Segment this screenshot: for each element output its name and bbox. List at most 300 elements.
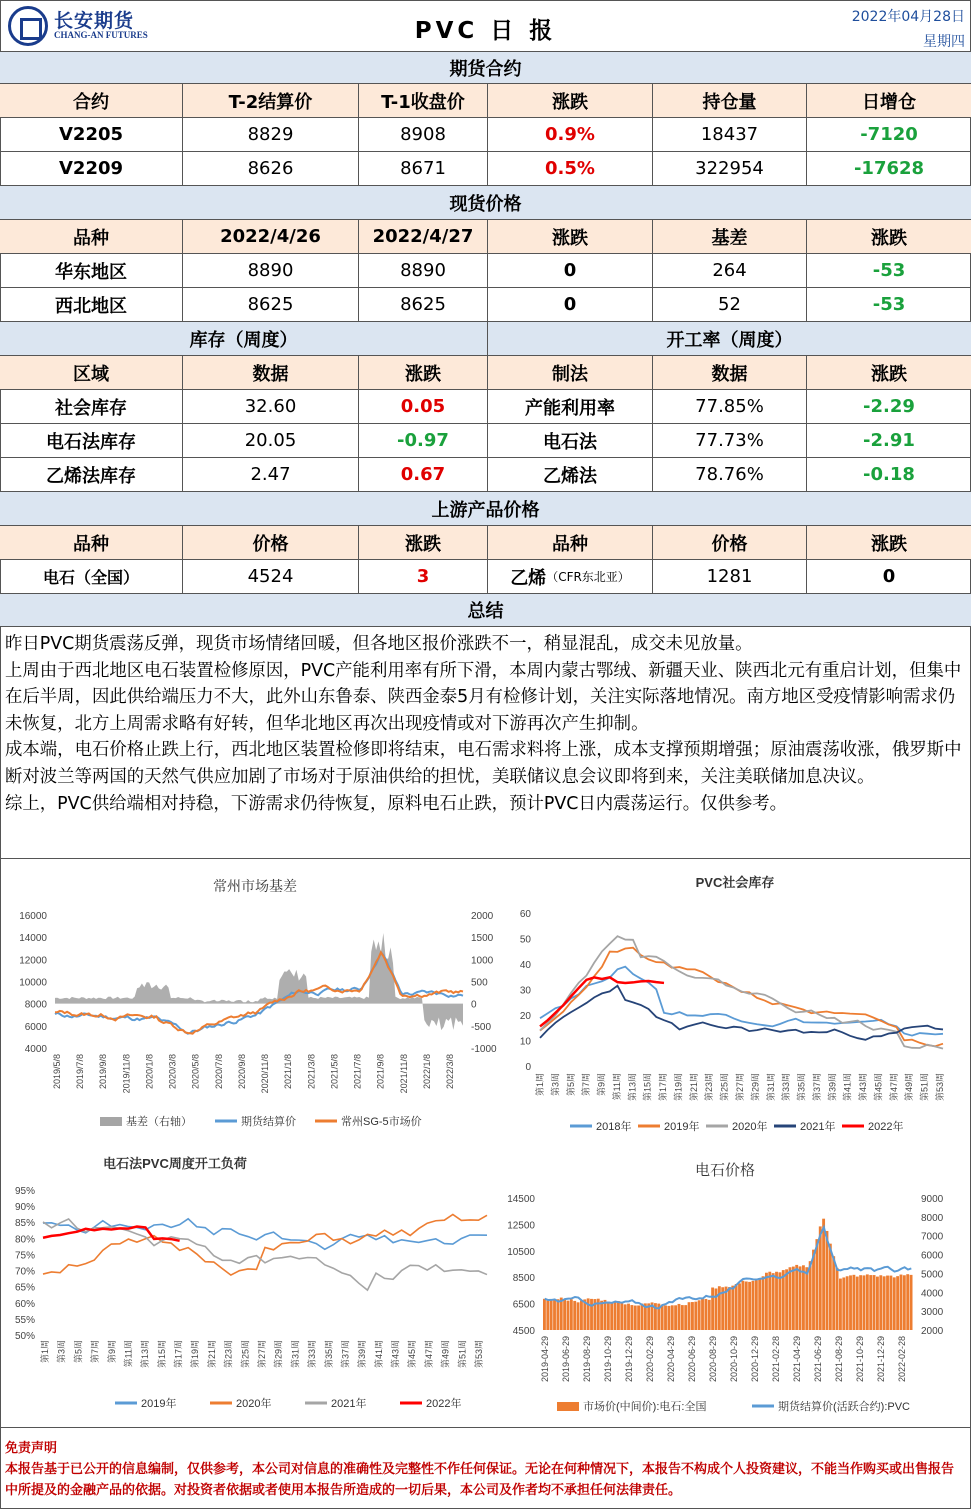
y-tick-label: 80% bbox=[14, 1234, 35, 1246]
y-tick-label: 16000 bbox=[19, 911, 47, 922]
carbide-bar bbox=[819, 1226, 822, 1330]
x-tick-label: 第31周 bbox=[290, 1340, 301, 1369]
carbide-bar bbox=[836, 1268, 839, 1330]
carbide-bar bbox=[590, 1299, 593, 1330]
carbide-bar bbox=[607, 1302, 610, 1330]
legend-label: 市场价(中间价):电石:全国 bbox=[583, 1401, 707, 1413]
x-tick-label: 2021-04-29 bbox=[792, 1336, 802, 1383]
carbide-bar bbox=[694, 1302, 697, 1330]
y-tick-label: 20 bbox=[519, 1011, 531, 1022]
x-tick-label: 第37周 bbox=[811, 1073, 822, 1102]
y-tick-label: 4000 bbox=[921, 1288, 944, 1300]
x-tick-label: 2021-08-29 bbox=[834, 1336, 844, 1383]
x-tick-label: 第47周 bbox=[888, 1073, 899, 1102]
y-tick-label: 50% bbox=[14, 1331, 35, 1342]
x-tick-label: 2020/3/8 bbox=[167, 1054, 178, 1090]
carbide-bar bbox=[731, 1286, 734, 1330]
carbide-bar bbox=[563, 1299, 566, 1330]
carbide-bar bbox=[826, 1231, 829, 1330]
basis-area bbox=[55, 933, 463, 1030]
spot-row bbox=[0, 254, 971, 288]
carbide-bar bbox=[688, 1302, 691, 1330]
x-tick-label: 第29周 bbox=[750, 1073, 761, 1102]
operating-col: 涨跌 bbox=[807, 356, 971, 390]
legend-label: 2019年 bbox=[664, 1121, 700, 1133]
x-tick-label: 2021-12-29 bbox=[876, 1336, 886, 1383]
inv-op-row bbox=[0, 390, 971, 424]
futures-col-oi-change: 日增仓 bbox=[807, 84, 971, 118]
futures-cell: 0.9% bbox=[488, 118, 653, 152]
y-tick-label: 2000 bbox=[471, 911, 494, 922]
futures-row bbox=[0, 152, 971, 186]
y-tick-label: 50 bbox=[519, 934, 531, 946]
carbide-bar bbox=[852, 1275, 855, 1330]
x-tick-label: 第23周 bbox=[704, 1073, 715, 1102]
x-tick-label: 2020/7/8 bbox=[213, 1054, 224, 1090]
futures-cell: 8671 bbox=[359, 152, 488, 186]
carbide-bar bbox=[715, 1288, 718, 1330]
inventory-cell: 电石法库存 bbox=[0, 424, 183, 458]
inventory-line-2021年 bbox=[540, 986, 943, 1040]
futures-col-contract: 合约 bbox=[0, 84, 183, 118]
x-tick-label: 2022/1/8 bbox=[421, 1054, 432, 1090]
logo-en: CHANG-AN FUTURES bbox=[54, 30, 148, 40]
inventory-cell: 0.05 bbox=[359, 390, 488, 424]
legend-label: 期货结算价 bbox=[241, 1116, 296, 1128]
carbide-bar bbox=[809, 1261, 812, 1330]
y-tick-label: 4500 bbox=[512, 1326, 535, 1337]
x-tick-label: 第43周 bbox=[390, 1340, 401, 1369]
futures-cell: -7120 bbox=[807, 118, 971, 152]
inventory-cell: 2.47 bbox=[183, 458, 359, 492]
futures-cell: 322954 bbox=[653, 152, 807, 186]
operating-cell: 78.76% bbox=[653, 458, 807, 492]
carbide-bar bbox=[550, 1299, 553, 1330]
spot-row bbox=[0, 288, 971, 322]
x-tick-label: 2021-06-29 bbox=[813, 1336, 823, 1383]
x-tick-label: 第1周 bbox=[40, 1340, 50, 1364]
chart-title: 电石价格 bbox=[694, 1162, 756, 1179]
carbide-bar bbox=[627, 1304, 630, 1330]
spot-cell: 8625 bbox=[359, 288, 488, 322]
carbide-bar bbox=[900, 1275, 903, 1330]
carbide-bar bbox=[745, 1281, 748, 1330]
carbide-bar bbox=[775, 1272, 778, 1330]
futures-cell: -17628 bbox=[807, 152, 971, 186]
basis-chart bbox=[5, 868, 497, 1133]
carbide-bar bbox=[802, 1265, 805, 1330]
spot-col: 涨跌 bbox=[807, 220, 971, 254]
summary-paragraph: 成本端，电石价格止跌上行，西北地区装置检修即将结束，电石需求料将上涨，成本支撑预期增强；原油震荡收涨，俄罗斯中断对波兰等两国的天然气供应加剧了市场对于原油供给的担忧，美联储议息会议即将到来，关注美联储加息决议。 bbox=[5, 740, 962, 787]
y-tick-label: 1000 bbox=[471, 955, 494, 967]
operating-line-2022 bbox=[43, 1227, 180, 1241]
futures-cell: 8908 bbox=[359, 118, 488, 152]
x-tick-label: 第15周 bbox=[642, 1073, 653, 1102]
inventory-col: 涨跌 bbox=[359, 356, 488, 390]
x-tick-label: 第11周 bbox=[123, 1340, 134, 1368]
x-tick-label: 2020-12-29 bbox=[750, 1336, 760, 1383]
carbide-bar bbox=[866, 1274, 869, 1330]
carbide-bar bbox=[772, 1273, 775, 1330]
carbide-bar bbox=[614, 1302, 617, 1330]
inv-op-row bbox=[0, 424, 971, 458]
futures-row bbox=[0, 118, 971, 152]
carbide-bar bbox=[624, 1304, 627, 1330]
carbide-bar bbox=[842, 1277, 845, 1330]
x-tick-label: 第25周 bbox=[719, 1073, 730, 1102]
operating-cell: 77.85% bbox=[653, 390, 807, 424]
operating-cell: 77.73% bbox=[653, 424, 807, 458]
upstream-cell bbox=[488, 560, 653, 594]
upstream-cell: 0 bbox=[807, 560, 971, 594]
x-tick-label: 第19周 bbox=[673, 1073, 684, 1102]
x-tick-label: 第1周 bbox=[535, 1073, 545, 1097]
x-tick-label: 第19周 bbox=[190, 1340, 201, 1369]
legend-label: 期货结算价(活跃合约):PVC bbox=[778, 1401, 910, 1413]
carbide-bar bbox=[671, 1305, 674, 1330]
x-tick-label: 第41周 bbox=[373, 1340, 384, 1369]
carbide-bar bbox=[883, 1276, 886, 1330]
upstream-col: 价格 bbox=[653, 526, 807, 560]
x-tick-label: 2019/7/8 bbox=[75, 1054, 86, 1090]
carbide-bar bbox=[553, 1300, 556, 1330]
x-tick-label: 2019-12-29 bbox=[624, 1336, 634, 1383]
carbide-bar bbox=[698, 1300, 701, 1330]
operating-cell: -2.29 bbox=[807, 390, 971, 424]
x-tick-label: 第25周 bbox=[240, 1340, 251, 1369]
carbide-bar bbox=[849, 1275, 852, 1330]
y-tick-label: 6000 bbox=[24, 1021, 47, 1033]
y-tick-label: 10 bbox=[519, 1036, 531, 1048]
carbide-bar bbox=[856, 1277, 859, 1330]
x-tick-label: 第33周 bbox=[307, 1340, 318, 1369]
y-tick-label: 70% bbox=[14, 1266, 35, 1278]
y-tick-label: 40 bbox=[519, 960, 531, 971]
inventory-section-title: 库存（周度） bbox=[0, 322, 488, 356]
carbide-bar bbox=[573, 1301, 576, 1330]
x-tick-label: 第15周 bbox=[156, 1340, 167, 1369]
legend-label: 2018年 bbox=[596, 1121, 632, 1133]
x-tick-label: 第9周 bbox=[106, 1340, 117, 1364]
carbide-bar bbox=[543, 1299, 546, 1330]
y-tick-label: 0 bbox=[525, 1062, 531, 1073]
summary-paragraph: 上周由于西北地区电石装置检修原因，PVC产能利用率有所下滑，本周内蒙古鄂绒、新疆天业、陕西北元有重启计划，但集中在后半周，因此供给端压力不大，此外山东鲁泰、陕西金泰5月有检修计划，关注实际落地情况。南方地区受疫情影响需求仍未恢复，北方上周需求略有好转，但华北地区再次出现疫情或对下游再次产生抑制。 bbox=[5, 660, 962, 734]
legend-label: 2021年 bbox=[331, 1398, 367, 1410]
y-tick-label: 12000 bbox=[19, 955, 47, 967]
futures-col-close: T-1收盘价 bbox=[359, 84, 488, 118]
chart-title: 电石法PVC周度开工负荷 bbox=[103, 1156, 247, 1171]
x-tick-label: 第53周 bbox=[474, 1340, 484, 1369]
y-tick-label: 3000 bbox=[921, 1307, 944, 1319]
operating-col: 制法 bbox=[488, 356, 653, 390]
inventory-col: 数据 bbox=[183, 356, 359, 390]
summary-text bbox=[0, 627, 971, 859]
x-tick-label: 2020-08-29 bbox=[708, 1336, 718, 1383]
futures-col-oi: 持仓量 bbox=[653, 84, 807, 118]
report-weekday: 星期四 bbox=[923, 34, 965, 50]
operating-cell: 乙烯法 bbox=[488, 458, 653, 492]
y-tick-label: 8500 bbox=[512, 1273, 535, 1285]
carbide-bar bbox=[567, 1301, 570, 1330]
logo-cn: 长安期货 bbox=[54, 10, 135, 32]
x-tick-label: 2019-10-29 bbox=[603, 1336, 613, 1383]
y-tick-label: 14500 bbox=[507, 1194, 535, 1205]
x-tick-label: 第7周 bbox=[581, 1073, 592, 1097]
legend-label: 2020年 bbox=[236, 1398, 272, 1410]
carbide-bar bbox=[577, 1302, 580, 1330]
legend-label: 2022年 bbox=[426, 1398, 462, 1410]
x-tick-label: 2020-06-29 bbox=[687, 1336, 697, 1383]
carbide-bar bbox=[748, 1282, 751, 1330]
x-tick-label: 2019/5/8 bbox=[52, 1054, 62, 1090]
x-tick-label: 第49周 bbox=[440, 1340, 451, 1369]
x-tick-label: 第43周 bbox=[858, 1073, 869, 1102]
upstream-cell: 1281 bbox=[653, 560, 807, 594]
y-tick-label: 1500 bbox=[471, 933, 494, 945]
carbide-bar bbox=[741, 1281, 744, 1330]
y-tick-label: 7000 bbox=[921, 1231, 944, 1243]
x-tick-label: 第3周 bbox=[56, 1340, 67, 1364]
legend-label: 2020年 bbox=[732, 1121, 768, 1133]
carbide-bar bbox=[691, 1302, 694, 1330]
spot-cell: 西北地区 bbox=[0, 288, 183, 322]
x-tick-label: 第45周 bbox=[407, 1340, 418, 1369]
operating-cell: 产能利用率 bbox=[488, 390, 653, 424]
futures-price-line bbox=[55, 953, 463, 1034]
y-tick-label: -500 bbox=[471, 1021, 492, 1033]
carbide-bar bbox=[815, 1239, 818, 1330]
legend-label: 常州SG-5市场价 bbox=[341, 1116, 422, 1128]
futures-col-change: 涨跌 bbox=[488, 84, 653, 118]
carbide-bar bbox=[570, 1299, 573, 1330]
spot-cell: -53 bbox=[807, 288, 971, 322]
inv-op-row bbox=[0, 458, 971, 492]
futures-section-title: 期货合约 bbox=[0, 52, 971, 84]
x-tick-label: 2019-06-29 bbox=[561, 1336, 571, 1383]
x-tick-label: 2019/11/8 bbox=[121, 1054, 132, 1094]
legend-label: 2021年 bbox=[800, 1121, 836, 1133]
inventory-cell: -0.97 bbox=[359, 424, 488, 458]
x-tick-label: 2020-10-29 bbox=[729, 1336, 739, 1383]
spot-col: 涨跌 bbox=[488, 220, 653, 254]
y-tick-label: 4000 bbox=[24, 1044, 47, 1055]
upstream-col: 品种 bbox=[0, 526, 183, 560]
carbide-bar bbox=[560, 1298, 563, 1330]
x-tick-label: 第21周 bbox=[206, 1340, 217, 1369]
carbide-bar bbox=[610, 1303, 613, 1330]
upstream-col: 品种 bbox=[488, 526, 653, 560]
x-tick-label: 2021/1/8 bbox=[283, 1054, 294, 1090]
carbide-bar bbox=[889, 1276, 892, 1330]
upstream-section-title: 上游产品价格 bbox=[0, 492, 971, 526]
inventory-col: 区域 bbox=[0, 356, 183, 390]
x-tick-label: 2021/5/8 bbox=[329, 1054, 340, 1090]
x-tick-label: 2020-04-29 bbox=[666, 1336, 676, 1383]
carbide-bar bbox=[701, 1298, 704, 1330]
carbide-bar bbox=[556, 1299, 559, 1330]
spot-cell: 8890 bbox=[359, 254, 488, 288]
x-tick-label: 第13周 bbox=[140, 1340, 151, 1369]
carbide-bar bbox=[859, 1275, 862, 1330]
operating-section-title: 开工率（周度） bbox=[488, 322, 971, 356]
operating-cell: 电石法 bbox=[488, 424, 653, 458]
x-tick-label: 第27周 bbox=[735, 1073, 745, 1102]
carbide-bar bbox=[600, 1301, 603, 1330]
carbide-bar bbox=[755, 1280, 758, 1330]
carbide-bar bbox=[641, 1304, 644, 1330]
x-tick-label: 第51周 bbox=[919, 1073, 930, 1102]
carbide-bar bbox=[684, 1305, 687, 1330]
inventory-chart bbox=[495, 868, 965, 1133]
y-tick-label: 95% bbox=[14, 1186, 35, 1197]
carbide-bar bbox=[879, 1275, 882, 1330]
spot-cell: 0 bbox=[488, 288, 653, 322]
y-tick-label: 12500 bbox=[507, 1220, 535, 1232]
y-tick-label: 2000 bbox=[921, 1326, 944, 1337]
y-tick-label: 6000 bbox=[921, 1250, 944, 1262]
spot-col: 2022/4/26 bbox=[183, 220, 359, 254]
disclaimer-text: 本报告基于已公开的信息编制，仅供参考，本公司对信息的准确性及完整性不作任何保证。无论在何种情况下，本报告不构成个人投资建议，不能当作购买或出售报告中所提及的金融产品的依据。对投资者依据或者使用本报告所造成的一切后果，本公司及作者均不承担任何法律责任。 bbox=[5, 1462, 955, 1498]
summary-paragraph: 综上，PVC供给端相对持稳，下游需求仍待恢复，原料电石止跌，预计PVC日内震荡运行。仅供参考。 bbox=[5, 793, 788, 814]
y-tick-label: 60 bbox=[519, 909, 531, 920]
upstream-col: 涨跌 bbox=[807, 526, 971, 560]
carbide-bar bbox=[758, 1278, 761, 1330]
x-tick-label: 第23周 bbox=[223, 1340, 234, 1369]
y-tick-label: 500 bbox=[471, 977, 488, 989]
carbide-bar bbox=[896, 1276, 899, 1330]
carbide-bar bbox=[876, 1277, 879, 1330]
futures-cell: 18437 bbox=[653, 118, 807, 152]
y-tick-label: -1000 bbox=[471, 1044, 497, 1055]
legend-label: 2019年 bbox=[141, 1398, 177, 1410]
upstream-cell: 电石（全国） bbox=[0, 560, 183, 594]
futures-cell: V2205 bbox=[0, 118, 183, 152]
spot-header-row bbox=[0, 220, 971, 254]
x-tick-label: 第49周 bbox=[904, 1073, 915, 1102]
report-header bbox=[0, 0, 971, 52]
futures-cell: 0.5% bbox=[488, 152, 653, 186]
inventory-cell: 乙烯法库存 bbox=[0, 458, 183, 492]
y-tick-label: 6500 bbox=[512, 1299, 535, 1311]
carbide-bar bbox=[674, 1305, 677, 1330]
x-tick-label: 第39周 bbox=[357, 1340, 368, 1369]
carbide-bar bbox=[785, 1269, 788, 1330]
carbide-chart bbox=[495, 1150, 965, 1420]
carbide-bar bbox=[846, 1276, 849, 1330]
legend-label: 2022年 bbox=[868, 1121, 904, 1133]
chart-title: PVC社会库存 bbox=[695, 875, 775, 890]
futures-cell: 8829 bbox=[183, 118, 359, 152]
carbide-bar bbox=[873, 1275, 876, 1330]
x-tick-label: 第5周 bbox=[565, 1073, 576, 1097]
carbide-bar bbox=[792, 1267, 795, 1330]
x-tick-label: 第29周 bbox=[273, 1340, 284, 1369]
x-tick-label: 第17周 bbox=[173, 1340, 184, 1369]
y-tick-label: 0 bbox=[471, 999, 477, 1011]
operating-chart bbox=[5, 1150, 490, 1420]
spot-cell: 8890 bbox=[183, 254, 359, 288]
carbide-bar bbox=[546, 1301, 549, 1330]
spot-col: 品种 bbox=[0, 220, 183, 254]
carbide-bar bbox=[678, 1304, 681, 1330]
carbide-bar bbox=[661, 1305, 664, 1330]
upstream-ethylene-sub: （CFR东北亚） bbox=[546, 570, 630, 584]
x-tick-label: 第17周 bbox=[658, 1073, 669, 1102]
carbide-bar bbox=[630, 1305, 633, 1330]
inventory-line-2022 bbox=[540, 977, 664, 1026]
carbide-bar bbox=[906, 1274, 909, 1330]
inventory-cell: 20.05 bbox=[183, 424, 359, 458]
futures-header-row bbox=[0, 84, 971, 118]
carbide-bar bbox=[765, 1273, 768, 1330]
carbide-bar bbox=[778, 1272, 781, 1330]
carbide-bar bbox=[839, 1279, 842, 1330]
carbide-bar bbox=[620, 1303, 623, 1330]
carbide-bar bbox=[735, 1284, 738, 1330]
carbide-bar bbox=[708, 1300, 711, 1330]
operating-col: 数据 bbox=[653, 356, 807, 390]
x-tick-label: 2021/9/8 bbox=[375, 1054, 386, 1090]
x-tick-label: 第35周 bbox=[323, 1340, 334, 1369]
x-tick-label: 第21周 bbox=[688, 1073, 699, 1102]
x-tick-label: 第33周 bbox=[781, 1073, 792, 1102]
x-tick-label: 第5周 bbox=[73, 1340, 84, 1364]
y-tick-label: 30 bbox=[519, 985, 531, 997]
report-title: PVC 日 报 bbox=[414, 18, 557, 44]
carbide-bar bbox=[893, 1277, 896, 1330]
y-tick-label: 10500 bbox=[507, 1246, 535, 1258]
spot-cell: 52 bbox=[653, 288, 807, 322]
legend-label: 基差（右轴） bbox=[126, 1116, 192, 1128]
x-tick-label: 2020-02-29 bbox=[645, 1336, 655, 1383]
x-tick-label: 2020/11/8 bbox=[260, 1054, 271, 1094]
carbide-bar bbox=[704, 1299, 707, 1330]
carbide-bar bbox=[832, 1256, 835, 1330]
x-tick-label: 第31周 bbox=[765, 1073, 776, 1102]
carbide-bar bbox=[728, 1287, 731, 1330]
carbide-bar bbox=[789, 1267, 792, 1330]
carbide-bar bbox=[805, 1267, 808, 1330]
inventory-line-2019年 bbox=[540, 948, 943, 1047]
spot-cell: 华东地区 bbox=[0, 254, 183, 288]
carbide-bar bbox=[762, 1276, 765, 1330]
x-tick-label: 2019-08-29 bbox=[582, 1336, 592, 1383]
inventory-cell: 社会库存 bbox=[0, 390, 183, 424]
inventory-line-2018年 bbox=[540, 967, 943, 1036]
carbide-bar bbox=[910, 1275, 913, 1330]
x-tick-label: 2022-02-28 bbox=[897, 1336, 907, 1383]
x-tick-label: 第11周 bbox=[611, 1073, 622, 1101]
disclaimer-title: 免责声明 bbox=[5, 1441, 58, 1456]
spot-cell: 8625 bbox=[183, 288, 359, 322]
x-tick-label: 第3周 bbox=[550, 1073, 561, 1097]
upstream-col: 价格 bbox=[183, 526, 359, 560]
y-tick-label: 65% bbox=[14, 1282, 35, 1294]
x-tick-label: 2021/7/8 bbox=[352, 1054, 363, 1090]
legend-swatch bbox=[100, 1117, 122, 1126]
carbide-bar bbox=[637, 1305, 640, 1330]
y-tick-label: 75% bbox=[14, 1250, 35, 1262]
summary-paragraph: 昨日PVC期货震荡反弹，现货市场情绪回暖，但各地区报价涨跌不一，稍显混乱，成交未见放量。 bbox=[5, 634, 753, 654]
upstream-ethylene-name: 乙烯 bbox=[510, 567, 547, 589]
y-tick-label: 8000 bbox=[24, 999, 47, 1011]
carbide-bar bbox=[822, 1219, 825, 1330]
summary-section-title: 总结 bbox=[0, 594, 971, 627]
carbide-bar bbox=[634, 1306, 637, 1330]
x-tick-label: 第53周 bbox=[935, 1073, 945, 1102]
x-tick-label: 第7周 bbox=[90, 1340, 101, 1364]
x-tick-label: 2021/11/8 bbox=[398, 1054, 409, 1094]
